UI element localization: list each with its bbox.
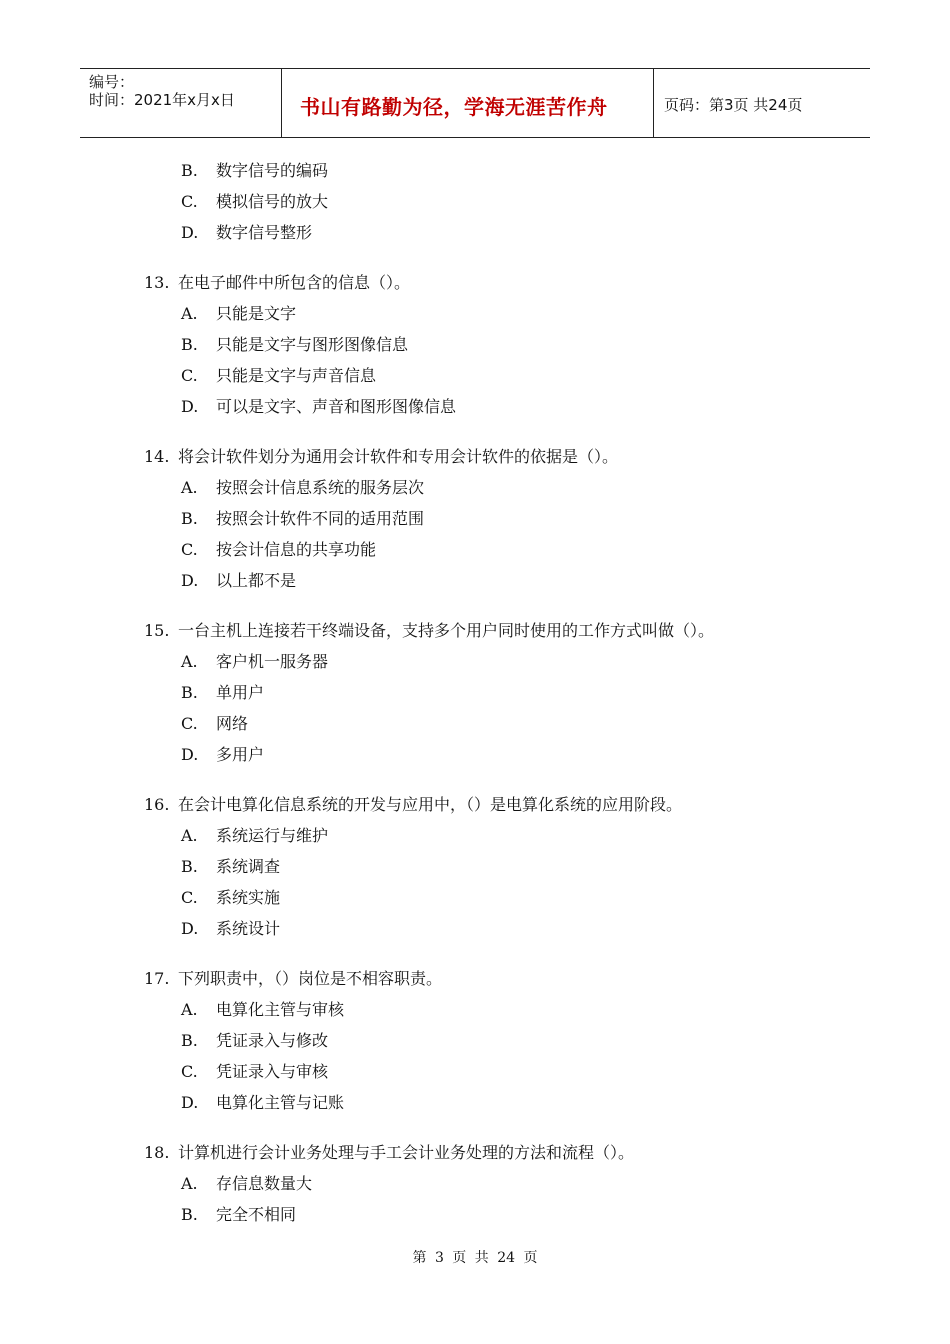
- option-letter: A.: [181, 304, 198, 323]
- option-text: 按会计信息的共享功能: [216, 540, 377, 559]
- header-meta-cell: [80, 69, 282, 137]
- option-letter: D.: [181, 571, 199, 590]
- option-text: 系统调查: [216, 857, 281, 876]
- question-text: 下列职责中，（）岗位是不相容职责。: [178, 969, 443, 988]
- date-label: 时间：2021年x月x日: [89, 91, 235, 109]
- number-label: 编号：: [89, 73, 135, 91]
- question-text: 在会计电算化信息系统的开发与应用中，（）是电算化系统的应用阶段。: [178, 795, 683, 814]
- option-text: 数字信号的编码: [216, 161, 329, 180]
- page-info: 页码：第3页 共24页: [664, 96, 803, 114]
- question-number: 16.: [144, 795, 170, 814]
- option-text: 模拟信号的放大: [216, 192, 329, 211]
- option-letter: D.: [181, 745, 199, 764]
- option-text: 电算化主管与记账: [216, 1093, 345, 1112]
- option-text: 只能是文字与图形图像信息: [216, 335, 409, 354]
- option-letter: C.: [181, 540, 198, 559]
- option-letter: B.: [181, 509, 198, 528]
- option-letter: D.: [181, 919, 199, 938]
- page-header: [80, 68, 870, 138]
- header-page-cell: [654, 69, 870, 137]
- page-footer: 第 3 页 共 24 页: [412, 1250, 538, 1266]
- option-letter: B.: [181, 683, 198, 702]
- option-text: 只能是文字与声音信息: [216, 366, 377, 385]
- motto-text: 书山有路勤为径，学海无涯苦作舟: [300, 95, 608, 119]
- option-letter: A.: [181, 1174, 198, 1193]
- option-letter: C.: [181, 714, 198, 733]
- question-text: 计算机进行会计业务处理与手工会计业务处理的方法和流程（）。: [178, 1143, 635, 1162]
- option-letter: C.: [181, 192, 198, 211]
- question-text: 将会计软件划分为通用会计软件和专用会计软件的依据是（）。: [178, 447, 619, 466]
- option-letter: C.: [181, 366, 198, 385]
- option-letter: C.: [181, 1062, 198, 1081]
- header-motto-cell: [282, 69, 654, 137]
- option-letter: A.: [181, 1000, 198, 1019]
- option-letter: C.: [181, 888, 198, 907]
- option-letter: B.: [181, 857, 198, 876]
- option-letter: B.: [181, 1031, 198, 1050]
- option-letter: B.: [181, 335, 198, 354]
- question-text: 一台主机上连接若干终端设备，支持多个用户同时使用的工作方式叫做（）。: [178, 621, 715, 640]
- question-text: 在电子邮件中所包含的信息（）。: [178, 273, 411, 292]
- option-text: 电算化主管与审核: [216, 1000, 345, 1019]
- option-letter: D.: [181, 1093, 199, 1112]
- option-text: 存信息数量大: [216, 1174, 313, 1193]
- question-number: 17.: [144, 969, 170, 988]
- option-letter: B.: [181, 1205, 198, 1224]
- option-letter: D.: [181, 397, 199, 416]
- option-text: 系统设计: [216, 919, 281, 938]
- question-number: 13.: [144, 273, 170, 292]
- question-number: 18.: [144, 1143, 170, 1162]
- question-number: 15.: [144, 621, 170, 640]
- option-text: 系统运行与维护: [216, 826, 329, 845]
- option-letter: B.: [181, 161, 198, 180]
- option-text: 系统实施: [216, 888, 281, 907]
- option-text: 凭证录入与修改: [216, 1031, 329, 1050]
- option-letter: D.: [181, 223, 199, 242]
- option-letter: A.: [181, 652, 198, 671]
- option-text: 网络: [216, 714, 249, 733]
- option-text: 只能是文字: [216, 304, 297, 323]
- option-text: 完全不相同: [216, 1205, 297, 1224]
- option-text: 可以是文字、声音和图形图像信息: [216, 397, 457, 416]
- option-text: 多用户: [216, 745, 265, 764]
- option-text: 单用户: [216, 683, 265, 702]
- option-text: 客户机一服务器: [216, 652, 329, 671]
- option-text: 数字信号整形: [216, 223, 313, 242]
- option-text: 凭证录入与审核: [216, 1062, 329, 1081]
- option-letter: A.: [181, 478, 198, 497]
- option-letter: A.: [181, 826, 198, 845]
- option-text: 以上都不是: [216, 571, 297, 590]
- option-text: 按照会计软件不同的适用范围: [216, 509, 425, 528]
- option-text: 按照会计信息系统的服务层次: [216, 478, 425, 497]
- question-number: 14.: [144, 447, 170, 466]
